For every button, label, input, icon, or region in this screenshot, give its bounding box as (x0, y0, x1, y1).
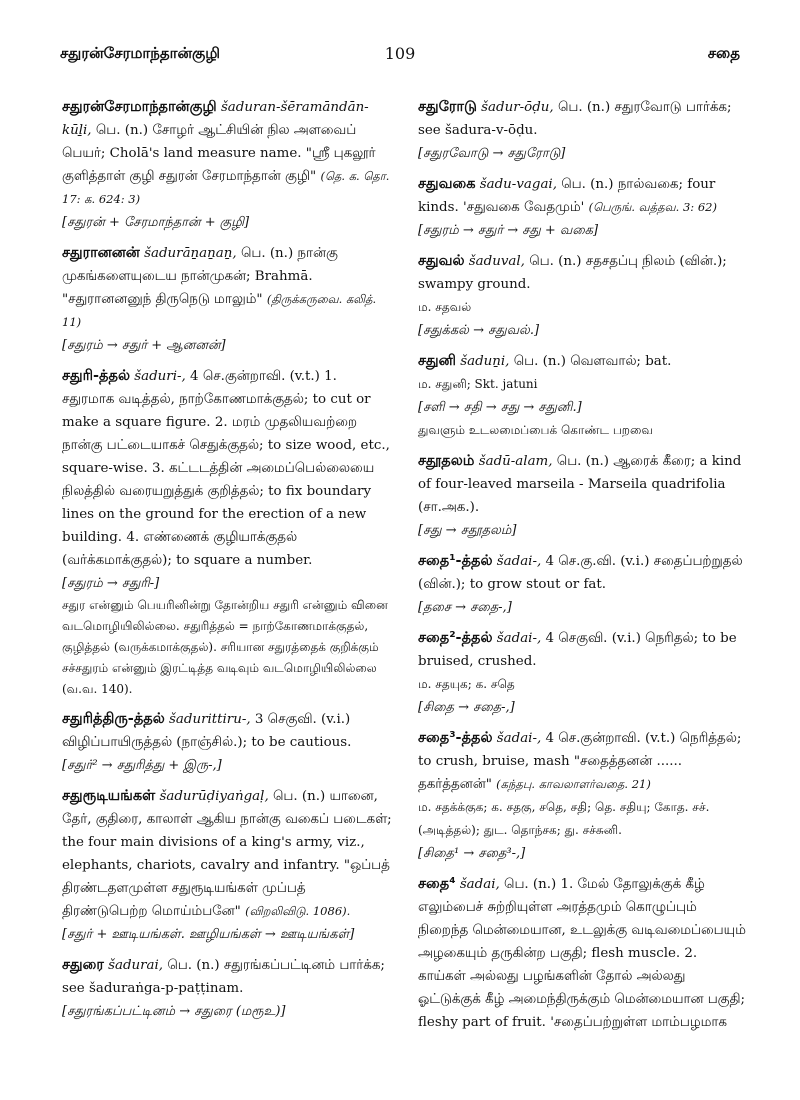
cognates: ம. சதவல் (418, 300, 472, 314)
etymology: [சதுரங்கப்பட்டினம் → சதுரை (மரூஉ)] (62, 1004, 286, 1019)
definition: பெ. (n.) சோழர் ஆட்சியின் நில அளவைப் பெயர்; Cholā's land measure name. "ஸ்ரீ புகலூர் குளித்தாள் குழி சதுரன் சேரமாந்தான் குழி" (62, 123, 376, 184)
dictionary-entry (418, 627, 748, 719)
definition: பெ. (n.) சதுரங்கப்பட்டினம் பார்க்க; see šaduraṅga-p-paṭṭinam. (62, 958, 385, 996)
dictionary-entry (418, 550, 748, 619)
etymology: [சதுரம் → சதுர் → சது + வகை] (418, 223, 599, 238)
definition: பெ. (n.) ஆரைக் கீரை; a kind of four-leaved marseila - Marseila quadrifolia (சா.அக.). (418, 454, 742, 515)
dictionary-entry (62, 785, 392, 946)
dictionary-entry (62, 954, 392, 1023)
usage-note: சதுர என்னும் பெயரினின்று தோன்றிய சதுரி என்னும் வினை வடமொழியிலில்லை. சதுரித்தல் = நாற்கோணமாக்குதல், குழித்தல் (வருக்கமாக்குதல்). சரியான சதுரத்தைக் குறிக்கும் சச்சதுரம் என்னும் இரட்டித்த வடிவும் வடமொழியிலில்லை (வ.வ. 140). (62, 598, 388, 696)
transliteration: šadur-ōḍu, (481, 100, 554, 115)
dictionary-entry (62, 365, 392, 700)
transliteration: šaduran-šēramāndān-kūḻi, (62, 100, 369, 138)
etymology: [சதுர்² → சதுரித்து + இரு-,] (62, 758, 222, 773)
citation: (கந்தபு. காவலாளர்வதை. 21) (496, 777, 651, 791)
transliteration: šadai-, (496, 631, 542, 646)
usage-note: துவளும் உடலமைப்பைக் கொண்ட பறவை (418, 423, 653, 437)
headword: சதுனி (418, 353, 456, 369)
right-column (418, 96, 748, 1042)
etymology: [சிதை¹ → சதை³-,] (418, 846, 526, 861)
headword: சதுரி-த்தல் (62, 368, 130, 384)
definition: 3 செகுவி. (v.i.) விழிப்பாயிருத்தல் (நாஞ்சில்.); to be cautious. (62, 712, 352, 750)
dictionary-entry (418, 873, 748, 1034)
headword: சதுரன்சேரமாந்தான்குழி (62, 99, 217, 115)
transliteration: šadurai, (108, 958, 164, 973)
dictionary-entry (418, 450, 748, 542)
definition: பெ. (n.) நால்வகை; four kinds. 'சதுவகை வேதமும்' (418, 177, 716, 215)
transliteration: šadai-, (496, 731, 542, 746)
transliteration: šadai-, (496, 554, 542, 569)
citation: (விறலிவிடு. 1086). (245, 904, 351, 918)
running-head-right: சதை (707, 44, 740, 62)
transliteration: šaduṉi, (460, 354, 510, 369)
dictionary-entry (62, 242, 392, 357)
dictionary-entry (418, 173, 748, 242)
definition: பெ. (n.) நான்கு முகங்களையுடைய நான்முகன்; Brahmā. "சதுரானனனுந் திருநெடு மாலும்" (62, 246, 338, 307)
definition: பெ. (n.) சதசதப்பு நிலம் (வின்.); swampy ground. (418, 254, 727, 292)
definition: பெ. (n.) சதுரவோடு பார்க்க; see šadura-v-ōḍu. (418, 100, 732, 138)
definition: 4 செ.கு.வி. (v.i.) சதைப்பற்றுதல் (வின்.); to grow stout or fat. (418, 554, 743, 592)
transliteration: šadurūḍiyaṅgaḷ, (159, 789, 269, 804)
cognates: ம. சதயுக; க. சதெ (418, 677, 515, 691)
headword: சதுரானனன் (62, 245, 140, 261)
transliteration: šaduri-, (134, 369, 186, 384)
etymology: [சதுரம் → சதுரி-] (62, 576, 160, 591)
headword: சதுரூடியங்கள் (62, 788, 156, 804)
left-column (62, 96, 392, 1031)
dictionary-entry (418, 727, 748, 865)
headword: சதுரித்திரு-த்தல் (62, 711, 165, 727)
headword: சதுவகை (418, 176, 476, 192)
dictionary-entry (62, 96, 392, 234)
etymology: [சதுரன் + சேரமாந்தான் + குழி] (62, 215, 250, 230)
citation: (பெருங். வத்தவ. 3: 62) (588, 200, 717, 214)
citation: (தெ. க. தொ. 17: க. 624: 3) (62, 169, 390, 206)
transliteration: šadurittiru-, (169, 712, 251, 727)
dictionary-entry (418, 96, 748, 165)
cognates: ம. சதக்க்குக; க. சதகு, சதெ, சதி; தெ. சதியு; கோத. சச். (அடித்தல்); துட. தொந்சக; து. சச்சுனி. (418, 800, 710, 837)
cognates: ம. சதுனி; Skt. jatuni (418, 377, 538, 391)
headword: சதை³-த்தல் (418, 730, 493, 746)
transliteration: šadu-vagai, (479, 177, 557, 192)
etymology: [சது → சதூதலம்] (418, 523, 517, 538)
transliteration: šadai, (459, 877, 500, 892)
transliteration: šadū-alam, (478, 454, 553, 469)
definition: 4 செ.குன்றாவி. (v.t.) 1. சதுரமாக வடித்தல், நாற்கோணமாக்குதல்; to cut or make a square figure. 2. மரம் முதலியவற்றை நான்கு பட்டையாகச் செதுக்குதல்; to size wood, etc., square-wise. 3. கட்டடத்தின் அமைப்பெல்லையை நிலத்தில் வரையறுத்துக் குறித்தல்; to fix boundary lines on the ground for the erection of a new building. 4. எண்ணைக் குழியாக்குதல் (வர்க்கமாக்குதல்); to square a number. (62, 369, 390, 568)
etymology: [சதுரவோடு → சதுரோடு] (418, 146, 566, 161)
dictionary-entry (418, 250, 748, 342)
transliteration: šadurāṉaṉaṉ, (144, 246, 237, 261)
headword: சதை¹-த்தல் (418, 553, 493, 569)
etymology: [சதுர் + ஊடியங்கள். ஊழியங்கள் → ஊடியங்கள்] (62, 927, 355, 942)
etymology: [சளி → சதி → சது → சதுனி.] (418, 400, 582, 415)
citation: (திருக்கருவை. கலித். 11) (62, 292, 377, 329)
headword: சதுரை (62, 957, 104, 973)
definition: 4 செ.குன்றாவி. (v.t.) நெரித்தல்; to crush, bruise, mash "சதைத்தனன் ...... தகர்த்தனன்" (418, 731, 742, 792)
dictionary-entry (418, 350, 748, 442)
running-head-left: சதுரன்சேரமாந்தான்குழி (60, 44, 221, 62)
etymology: [சதுரம் → சதுர் + ஆனனன்] (62, 338, 226, 353)
definition: 4 செகுவி. (v.i.) நெரிதல்; to be bruised, crushed. (418, 631, 737, 669)
etymology: [சதுக்கல் → சதுவல்.] (418, 323, 540, 338)
page-number: 109 (384, 44, 416, 63)
headword: சதூதலம் (418, 453, 475, 469)
definition: பெ. (n.) 1. மேல் தோலுக்குக் கீழ் எலும்பைச் சுற்றியுள்ள அரத்தமும் கொழுப்பும் நிறைந்த மென்மையான, உடலுக்கு வடிவமைப்பையும் அழகையும் தருகின்ற பகுதி; flesh muscle. 2. காய்கள் அல்லது பழங்களின் தோல் அல்லது ஓட்டுக்குக் கீழ் அமைந்திருக்கும் மென்மையான பகுதி; fleshy part of fruit. 'சதைப்பற்றுள்ள மாம்பழமாக (418, 877, 746, 1030)
headword: சதை²-த்தல் (418, 630, 493, 646)
definition: பெ. (n.) யானை, தேர், குதிரை, காலாள் ஆகிய நான்கு வகைப் படைகள்; the four main divisions of a king's army, viz., elephants, chariots, cavalry and infantry. "ஒப்பத் திரண்டதளமுள்ள சதுரூடியங்கள் முப்பத் திரண்டுபெற்ற மொய்ம்பனே" (62, 789, 392, 919)
headword: சதுரோடு (418, 99, 477, 115)
running-head (60, 44, 740, 74)
etymology: [சிதை → சதை-,] (418, 700, 515, 715)
definition: பெ. (n.) வௌவால்; bat. (513, 354, 672, 369)
headword: சதுவல் (418, 253, 465, 269)
headword: சதை⁴ (418, 876, 456, 892)
etymology: [தசை → சதை-,] (418, 600, 512, 615)
dictionary-entry (62, 708, 392, 777)
transliteration: šaduval, (468, 254, 525, 269)
